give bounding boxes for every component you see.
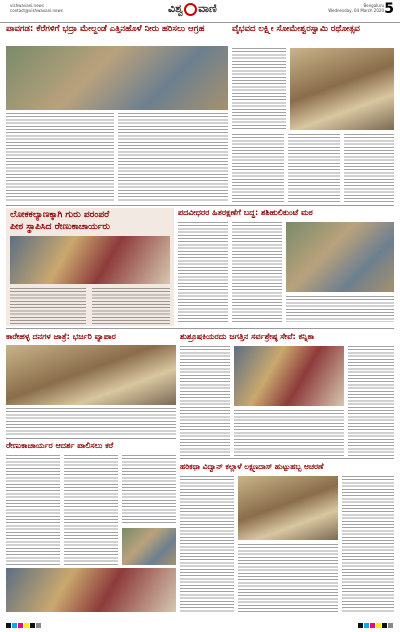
- article-text-ideals-col3: [122, 455, 176, 525]
- article-text-padavidhara-col1: [178, 222, 228, 322]
- color-swatch: [358, 623, 363, 628]
- section-divider-3: [6, 438, 176, 439]
- masthead-edition: Bengaluru: [363, 3, 384, 8]
- masthead-email: contact@vishwavani.news: [10, 8, 63, 13]
- article-text-padavidhara-col2: [232, 222, 282, 322]
- article-text-pavagada-col2: [118, 113, 228, 201]
- color-swatch: [370, 623, 375, 628]
- headline-padavidhara: ಪದವೀಧರರ ಹಿತರಕ್ಷಣೆಗೆ ಬದ್ಧ: ಶಶಿಹುಲಿಕುಂಟೆ ಮಠ: [178, 208, 313, 217]
- article-text-renukacharya-col2: [92, 288, 170, 324]
- color-swatch: [376, 623, 381, 628]
- article-text-renukacharya-col1: [10, 288, 86, 324]
- article-text-nurses-col3: [348, 346, 394, 456]
- headline-renukacharya-ideals: ರೇಣುಕಾಚಾರ್ಯರ ಆದರ್ಶ ಪಾಲಿಸಲು ಕರೆ: [6, 441, 114, 450]
- color-swatch: [30, 623, 35, 628]
- section-divider-1: [6, 205, 394, 206]
- headline-harikatha: ಹರಿಕಥಾ ವಿದ್ವಾನ್ ಕಲ್ಲಾಳೆ ಲಕ್ಷ್ಮಣದಾಸ್ ಹುಟ್ಟುಹಬ್ಬ ಆಚರಣೆ: [180, 462, 324, 471]
- photo-protest: [6, 46, 228, 110]
- color-swatch: [364, 623, 369, 628]
- subhead-renukacharya: ಪೀಠ ಸ್ಥಾಪಿಸಿದ ರೇಣುಕಾಚಾರ್ಯರು: [10, 222, 111, 232]
- masthead-contact: [10, 3, 63, 13]
- color-swatch: [12, 623, 17, 628]
- article-text-harikatha-col3: [342, 476, 394, 612]
- photo-nurses: [234, 346, 344, 406]
- headline-karehalla-jatre: ಕಾರೇಹಳ್ಳ ದನಗಳ ಜಾತ್ರೆ: ಭರ್ಜರಿ ವ್ಯಾಪಾರ: [6, 332, 116, 341]
- photo-cattle-fair: [6, 345, 176, 405]
- color-swatch: [24, 623, 29, 628]
- article-text-harikatha-col1: [180, 476, 234, 612]
- color-swatch: [36, 623, 41, 628]
- article-text-harikatha-col2: [238, 544, 338, 612]
- masthead-website: vishwavani.news: [10, 3, 44, 8]
- photo-renukacharya-event: [10, 236, 170, 284]
- color-registration-bar: [0, 618, 400, 626]
- article-text-padavidhara-col3: [286, 296, 394, 322]
- photo-ideals: [122, 528, 176, 565]
- article-text-pavagada-col1: [6, 113, 114, 201]
- headline-guru-parampare: ಲೋಕಕಲ್ಯಾಣಕ್ಕಾಗಿ ಗುರು ಪರಂಪರೆ: [10, 210, 110, 220]
- color-swatch: [388, 623, 393, 628]
- article-text-karehalla: [6, 408, 176, 436]
- photo-shashi-hulikunte: [286, 222, 394, 292]
- logo-ring-icon: [184, 3, 197, 16]
- photo-chariot: [290, 48, 394, 130]
- masthead-date: Wednesday, 04 March 2020: [328, 8, 384, 13]
- article-text-ideals-col1: [6, 455, 60, 565]
- article-text-nurses-col1: [180, 346, 230, 456]
- page-number: 5: [384, 1, 394, 17]
- article-text-rathotsava-col2: [232, 134, 284, 204]
- masthead: [0, 0, 400, 23]
- color-swatch: [6, 623, 11, 628]
- section-divider-2: [6, 328, 394, 329]
- article-text-nurses-col2: [234, 410, 344, 456]
- headline-pavagada: ಪಾವಗಡ: ಕೆರೆಗಳಿಗೆ ಭದ್ರಾ ಮೇಲ್ದಂಡೆ ಎತ್ತಿನಹೊಳೆ ನೀರು ಹರಿಸಲು ಆಗ್ರಹ: [6, 24, 205, 34]
- photo-harikatha: [238, 476, 338, 540]
- article-text-rathotsava-col1: [232, 48, 286, 130]
- headline-nurses: ಶುಶ್ರೂಷಕಿಯರದು ಜಗತ್ತಿನ ಸರ್ವಶ್ರೇಷ್ಠ ಸೇವೆ: ಕನ್ನಿಕಾ: [180, 332, 315, 341]
- article-text-rathotsava-col3: [288, 134, 340, 204]
- masthead-dateline: [328, 3, 384, 13]
- article-text-rathotsava-col4: [344, 134, 394, 204]
- color-swatch: [18, 623, 23, 628]
- article-text-ideals-col2: [64, 455, 118, 565]
- newspaper-logo: ವಿಶ್ವ ವಾಣಿ: [168, 2, 217, 15]
- photo-bottom-left: [6, 568, 176, 612]
- color-swatch: [382, 623, 387, 628]
- headline-rathotsava: ವೈಭವದ ಲಕ್ಷ್ಮೀ ಸೋಮೇಶ್ವರಸ್ವಾಮಿ ರಥೋತ್ಸವ: [232, 24, 360, 34]
- section-divider-4: [180, 458, 394, 459]
